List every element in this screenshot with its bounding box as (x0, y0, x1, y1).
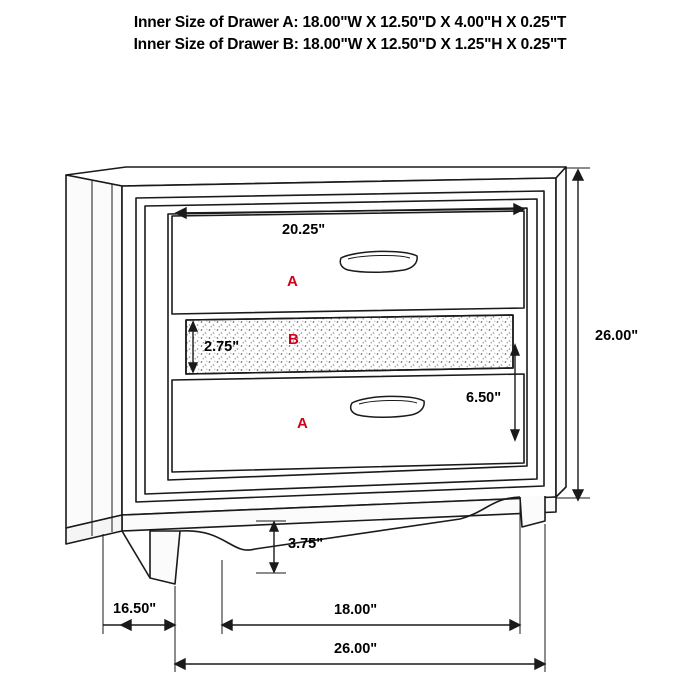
dim-depth: 16.50" (113, 601, 157, 617)
dim-top-width: 20.25" (282, 222, 326, 238)
dim-lower-drawer-height: 6.50" (466, 390, 502, 406)
label-drawer-a-top: A (287, 273, 298, 290)
dim-inner-width: 18.00" (334, 602, 378, 618)
label-drawer-b: B (288, 331, 299, 348)
header-line-2: Inner Size of Drawer B: 18.00"W X 12.50"D X 1.25"H X 0.25"T (133, 36, 567, 53)
dim-leg-height: 3.75" (288, 536, 324, 552)
header-line-1: Inner Size of Drawer A: 18.00"W X 12.50"D X 4.00"H X 0.25"T (133, 14, 567, 31)
drawer-pull-bottom[interactable] (351, 396, 424, 417)
label-drawer-a-bottom: A (297, 415, 308, 432)
dim-drawer-b-height: 2.75" (204, 339, 240, 355)
dim-total-height: 26.00" (595, 328, 639, 344)
drawer-pull-top[interactable] (340, 251, 417, 272)
dim-total-width: 26.00" (334, 641, 378, 657)
